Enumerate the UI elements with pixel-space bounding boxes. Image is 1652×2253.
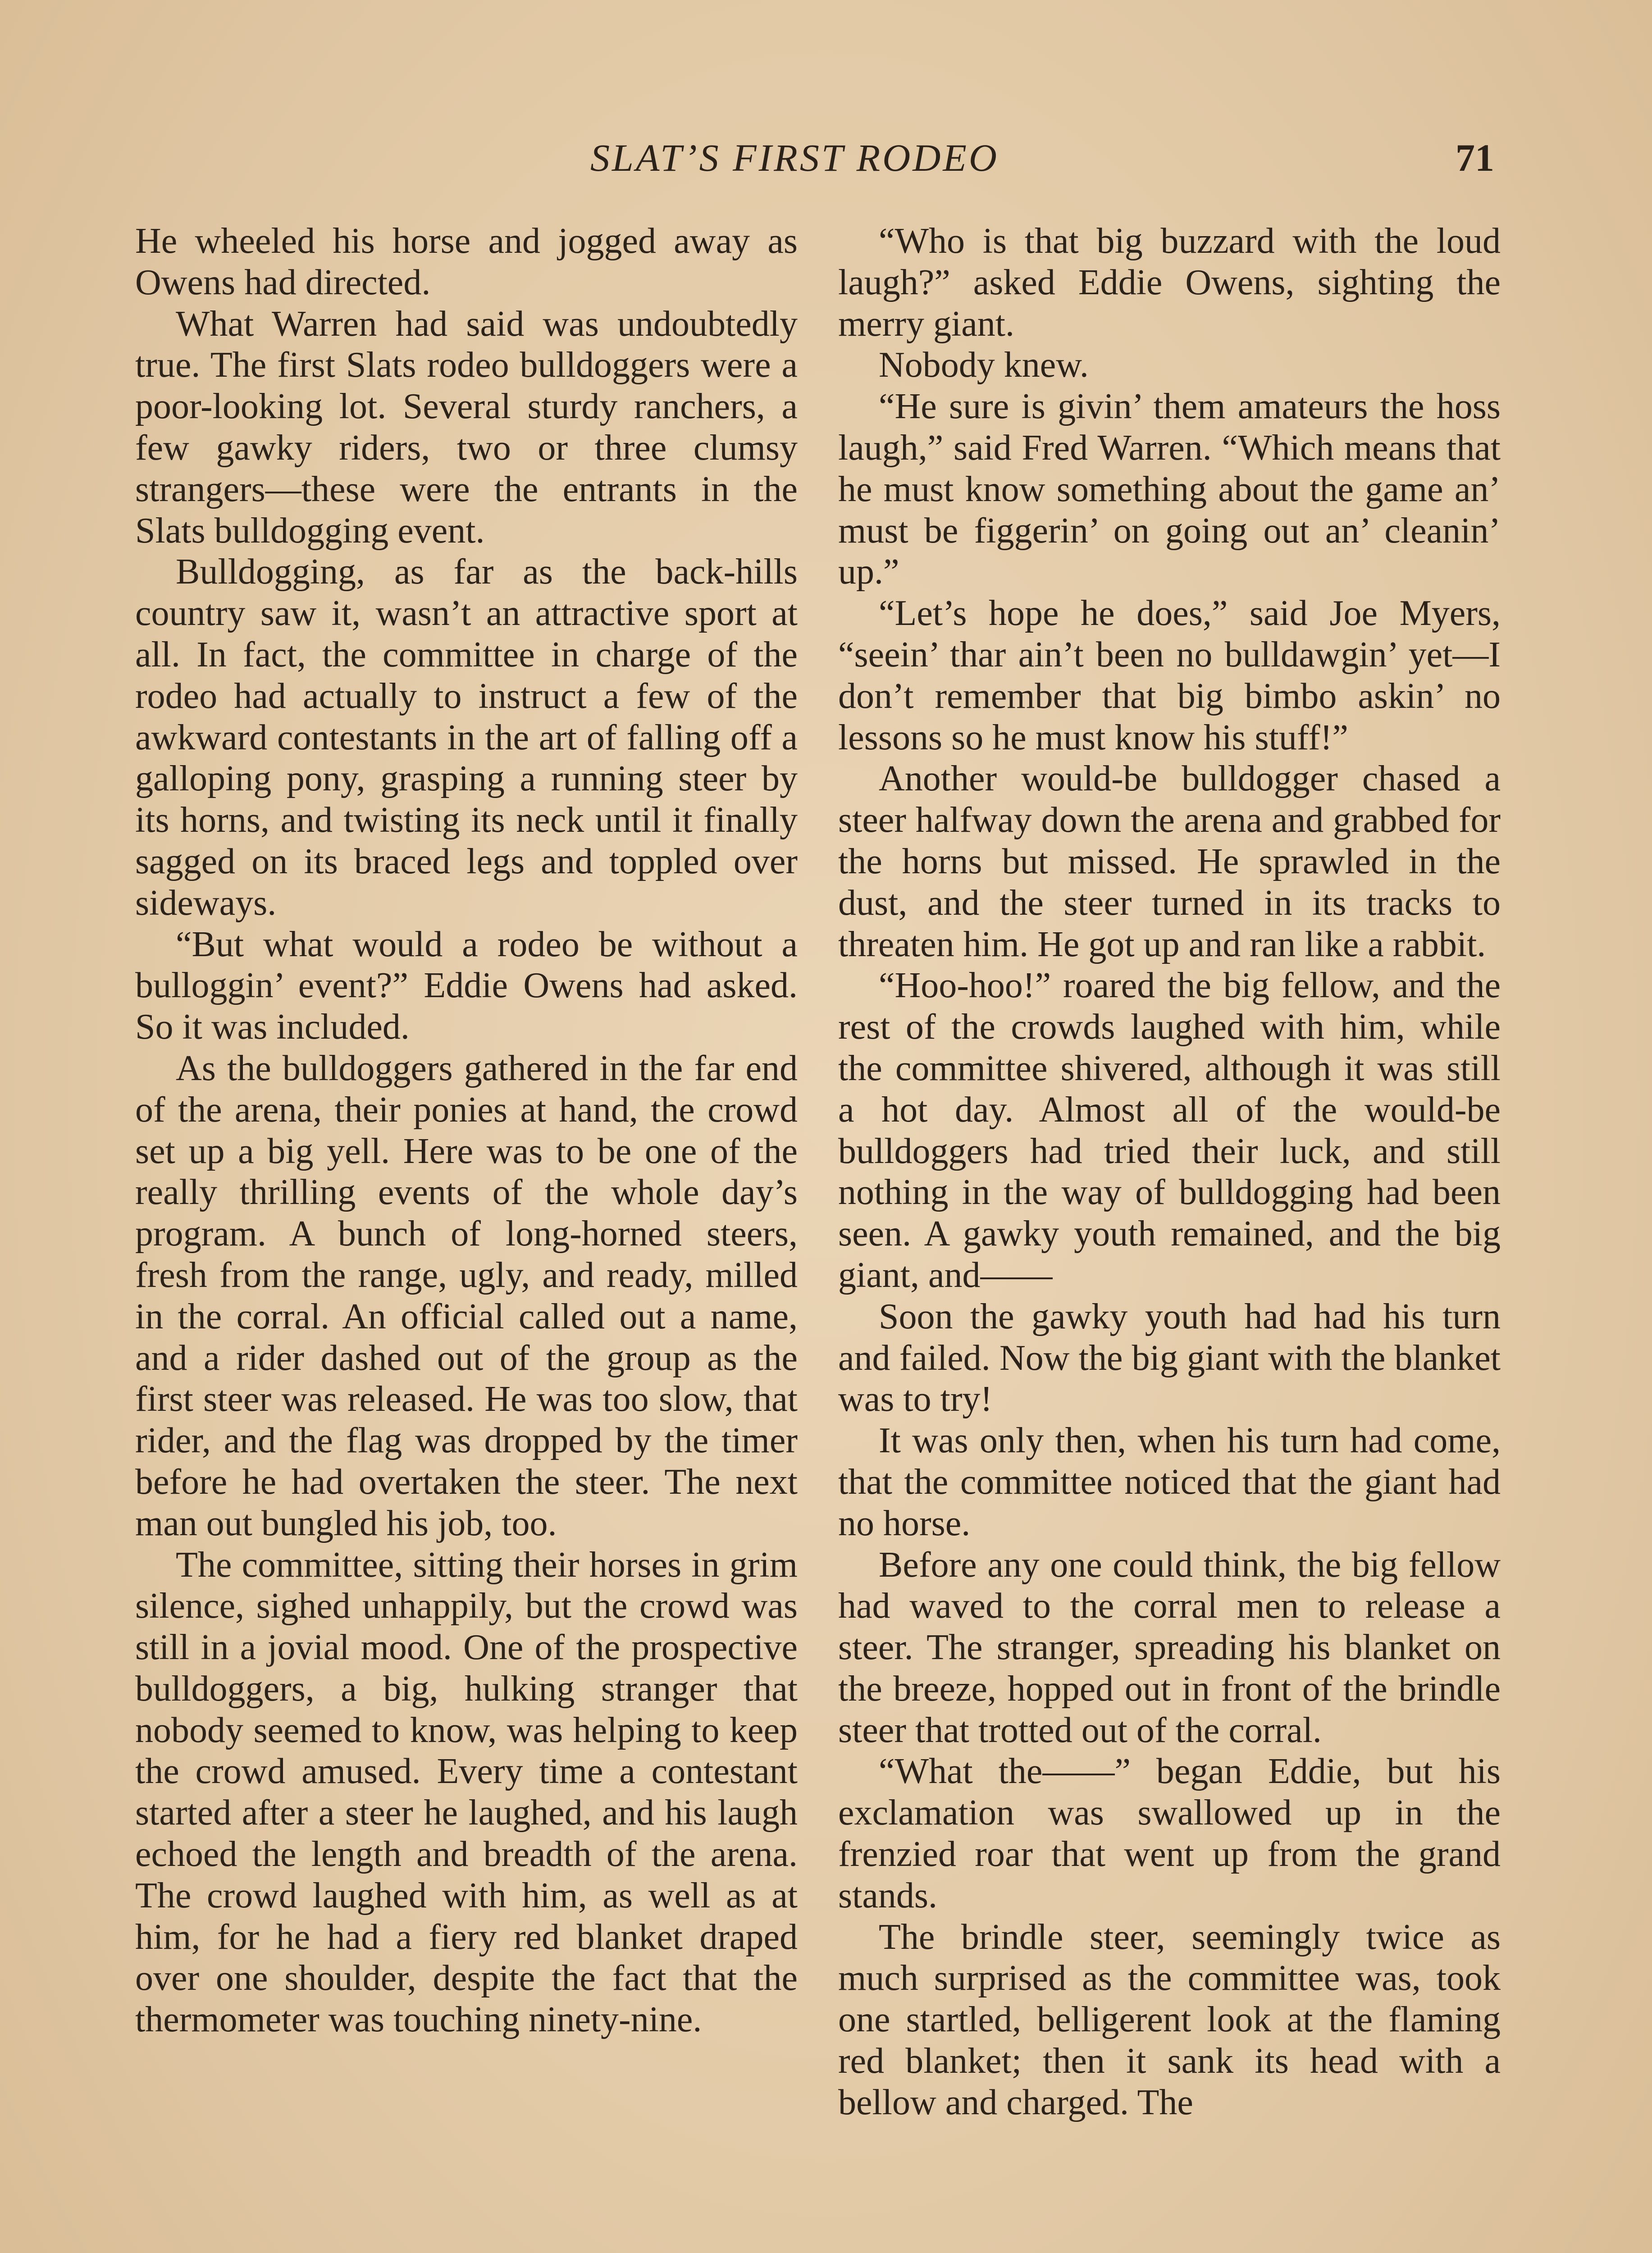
left-column <box>135 221 798 2041</box>
paragraph: “He sure is givin’ them amateurs the hoss laugh,” said Fred Warren. “Which means that he must know something about the game an’ must be figgerin’ on going out an’ cleanin’ up.” <box>838 387 1501 592</box>
paragraph: Soon the gawky youth had had his turn and failed. Now the big giant with the blanket was to try! <box>838 1296 1501 1419</box>
paragraph: “Who is that big buzzard with the loud laugh?” asked Eddie Owens, sighting the merry giant. <box>838 221 1501 344</box>
paragraph: As the bulldoggers gathered in the far end of the arena, their ponies at hand, the crowd set up a big yell. Here was to be one of the really thrilling events of the whole day’s program. A bunch of long-horned steers, fresh from the range, ugly, and ready, milled in the corral. An official called out a name, and a rider dashed out of the group as the first steer was released. He was too slow, that rider, and the flag was dropped by the timer before he had overtaken the steer. The next man out bungled his job, too. <box>135 1048 798 1543</box>
paragraph: “But what would a rodeo be without a bulloggin’ event?” Eddie Owens had asked. So it was included. <box>135 924 798 1047</box>
paragraph: “Hoo-hoo!” roared the big fellow, and the rest of the crowds laughed with him, while the committee shivered, although it was still a hot day. Almost all of the would-be bulldoggers had tried their luck, and still nothing in the way of bulldogging had been seen. A gawky youth remained, and the big giant, and—— <box>838 966 1501 1295</box>
paragraph: The committee, sitting their horses in grim silence, sighed unhappily, but the crowd was still in a jovial mood. One of the prospective bulldoggers, a big, hulking stranger that nobody seemed to know, was helping to keep the crowd amused. Every time a contestant started after a steer he laughed, and his laugh echoed the length and breadth of the arena. The crowd laughed with him, as well as at him, for he had a fiery red blanket draped over one shoulder, despite the fact that the thermometer was touching ninety-nine. <box>135 1545 798 2040</box>
page-number: 71 <box>1456 136 1494 179</box>
paragraph: Before any one could think, the big fellow had waved to the corral men to release a steer. The stranger, spreading his blanket on the breeze, hopped out in front of the brindle steer that trotted out of the corral. <box>838 1545 1501 1750</box>
running-title: SLAT’S FIRST RODEO <box>590 136 999 179</box>
paragraph: He wheeled his horse and jogged away as Owens had directed. <box>135 221 798 302</box>
paragraph: It was only then, when his turn had come, that the committee noticed that the giant had no horse. <box>838 1421 1501 1543</box>
paragraph: What Warren had said was undoubtedly true. The first Slats rodeo bulldoggers were a poor-looking lot. Several sturdy ranchers, a few gawky riders, two or three clumsy strangers—these were the entrants in the Slats bulldogging event. <box>135 304 798 551</box>
paragraph: The brindle steer, seemingly twice as much surprised as the committee was, took one startled, belligerent look at the flaming red blanket; then it sank its head with a bellow and charged. The <box>838 1917 1501 2122</box>
paragraph: “What the——” began Eddie, but his exclamation was swallowed up in the frenzied roar that went up from the grand stands. <box>838 1751 1501 1916</box>
paragraph: Another would-be bulldogger chased a steer halfway down the arena and grabbed for the horns but missed. He sprawled in the dust, and the steer turned in its tracks to threaten him. He got up and ran like a rabbit. <box>838 759 1501 964</box>
paragraph: “Let’s hope he does,” said Joe Myers, “seein’ thar ain’t been no bulldawgin’ yet—I don’t remember that big bimbo askin’ no lessons so he must know his stuff!” <box>838 593 1501 757</box>
paragraph: Bulldogging, as far as the back-hills country saw it, wasn’t an attractive sport at all. In fact, the committee in charge of the rodeo had actually to instruct a few of the awkward contestants in the art of falling off a galloping pony, grasping a running steer by its horns, and twisting its neck until it finally sagged on its braced legs and toppled over sideways. <box>135 552 798 923</box>
right-column <box>838 221 1501 2124</box>
paragraph: Nobody knew. <box>879 345 1089 385</box>
